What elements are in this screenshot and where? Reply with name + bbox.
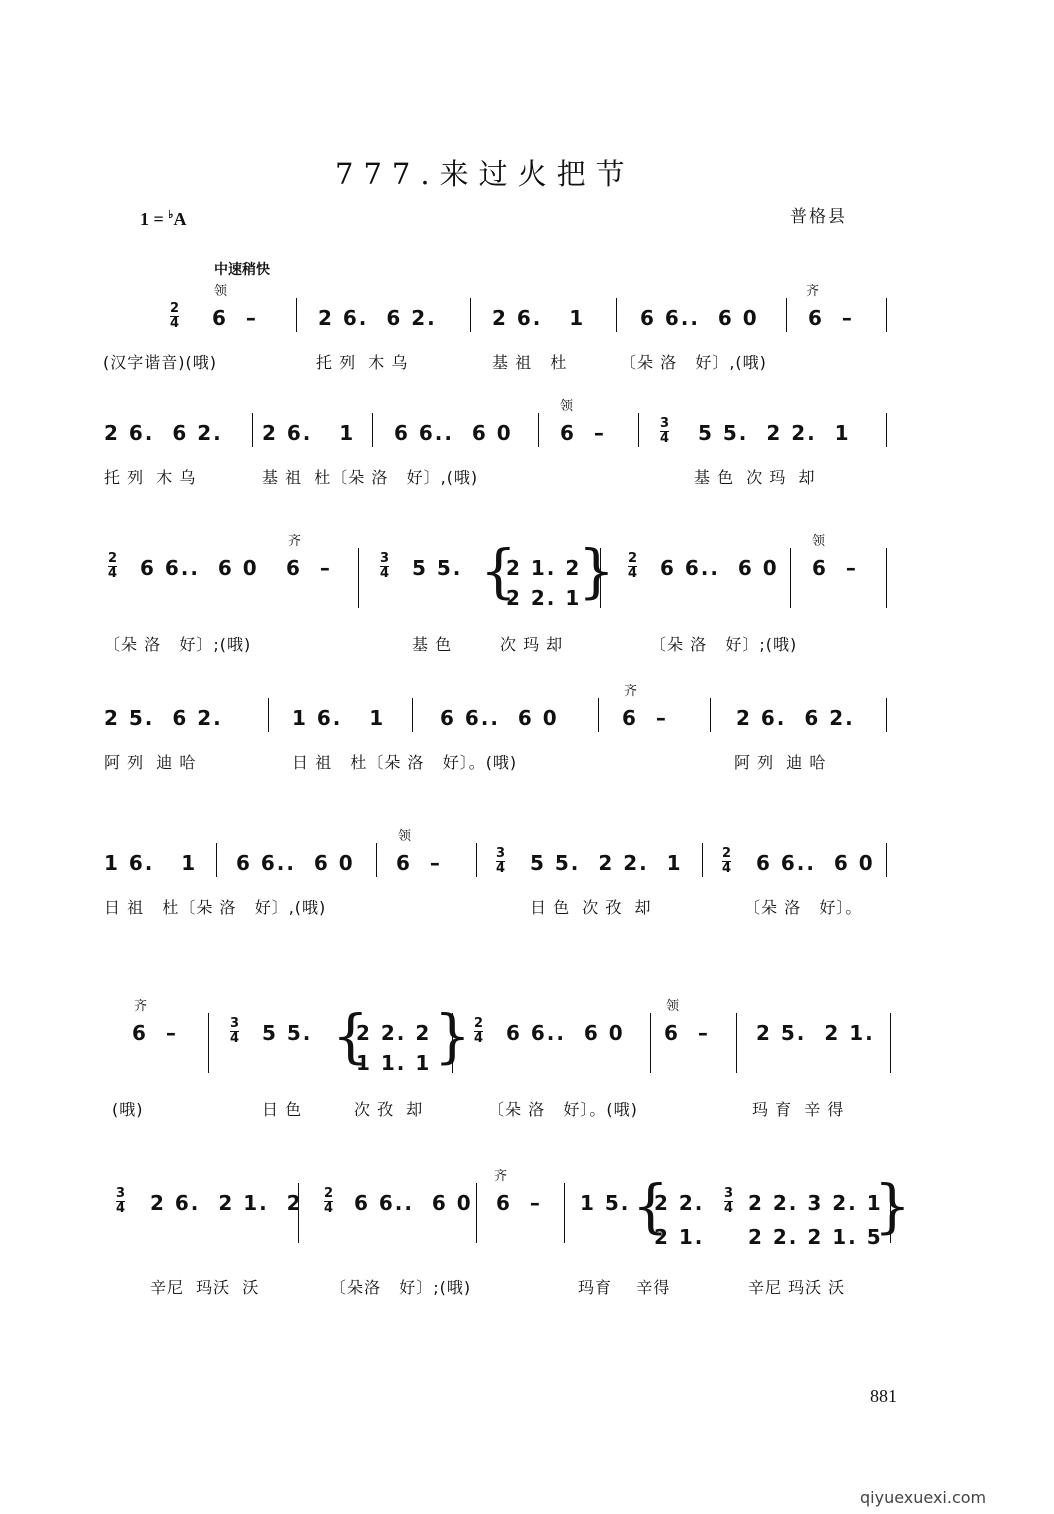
bar-line — [886, 698, 887, 732]
score-system-3 — [0, 520, 1054, 654]
lyrics-line: 基 祖 杜 — [492, 353, 568, 372]
bar-line — [886, 548, 887, 608]
time-signature: 3 4 — [496, 846, 506, 876]
jianpu-notes: 6 6.. 6 0 — [640, 306, 759, 330]
lyrics-line: 次 孜 却 — [354, 1100, 424, 1119]
lyrics-line: (哦) — [112, 1100, 144, 1119]
bar-line — [476, 843, 477, 877]
time-signature: 2 4 — [108, 551, 118, 581]
bar-line — [786, 298, 787, 332]
lyrics-line: 玛 育 辛 得 — [752, 1100, 845, 1119]
jianpu-notes: 6 – — [212, 306, 258, 330]
bar-line — [886, 298, 887, 332]
jianpu-notes: 2 2. 3 2. 1 — [748, 1191, 883, 1215]
score-system-5 — [0, 815, 1054, 925]
time-signature: 2 4 — [170, 301, 180, 331]
lyrics-line: 日 祖 杜〔朵 洛 好〕,(哦) — [104, 898, 327, 917]
jianpu-notes: 5 5. — [262, 1021, 313, 1045]
lyrics-line: 次 玛 却 — [500, 635, 564, 654]
jianpu-notes: 6 – — [396, 851, 442, 875]
lead-singer-mark: 领 — [560, 399, 574, 414]
jianpu-notes: 6 – — [808, 306, 854, 330]
variant-brace-open: { — [632, 1172, 669, 1240]
song-origin: 普格县 — [790, 207, 847, 227]
jianpu-notes: 6 6.. 6 0 — [236, 851, 355, 875]
jianpu-notes: 6 – — [496, 1191, 542, 1215]
lead-singer-mark: 领 — [812, 534, 826, 549]
jianpu-notes: 6 6.. 6 0 — [660, 556, 779, 580]
bar-line — [616, 298, 617, 332]
lyrics-line: 〔朵 洛 好〕;(哦) — [650, 635, 798, 654]
lyrics-line: 托 列 木 乌 — [316, 353, 409, 372]
jianpu-notes: 6 6.. 6 0 — [756, 851, 875, 875]
bar-line — [710, 698, 711, 732]
bar-line — [208, 1013, 209, 1073]
bar-line — [638, 413, 639, 447]
jianpu-notes: 5 5. 2 2. 1 — [698, 421, 851, 445]
bar-line — [376, 843, 377, 877]
jianpu-notes: 2 6. 1 — [262, 421, 356, 445]
song-title: 777.来过火把节 — [335, 157, 635, 191]
jianpu-notes: 2 6. 1 — [492, 306, 586, 330]
jianpu-notes: 2 6. 6 2. — [736, 706, 855, 730]
bar-line — [252, 413, 253, 447]
lyrics-line: 基 祖 杜〔朵 洛 好〕,(哦) — [262, 468, 479, 487]
jianpu-notes: 2 2. — [654, 1191, 705, 1215]
lyrics-line: 〔朵 洛 好〕。(哦) — [488, 1100, 638, 1119]
variant-brace-open: { — [332, 1002, 369, 1070]
jianpu-notes: 2 5. 6 2. — [104, 706, 223, 730]
bar-line — [358, 548, 359, 608]
watermark: qiyuexuexi.com — [860, 1488, 987, 1507]
chorus-mark: 齐 — [624, 684, 638, 699]
jianpu-notes: 2 2. 2 — [356, 1021, 432, 1045]
jianpu-notes-alternate: 2 2. 2 1. 5 — [748, 1225, 883, 1249]
bar-line — [412, 698, 413, 732]
bar-line — [650, 1013, 651, 1073]
time-signature: 2 4 — [324, 1186, 334, 1216]
jianpu-notes: 2 1. 2 — [506, 556, 582, 580]
key-note: A — [173, 209, 187, 229]
bar-line — [790, 548, 791, 608]
lyrics-line: 辛尼 玛沃 沃 — [748, 1278, 846, 1297]
lead-singer-mark: 领 — [398, 829, 412, 844]
score-system-4 — [0, 670, 1054, 780]
bar-line — [890, 1013, 891, 1073]
lyrics-line: 〔朵 洛 好〕。 — [744, 898, 863, 917]
bar-line — [476, 1183, 477, 1243]
time-signature: 2 4 — [722, 846, 732, 876]
bar-line — [268, 698, 269, 732]
page-number: 881 — [870, 1386, 897, 1406]
score-system-1 — [0, 270, 1054, 380]
chorus-mark: 齐 — [494, 1169, 508, 1184]
jianpu-notes-alternate: 2 1. — [654, 1225, 705, 1249]
bar-line — [470, 298, 471, 332]
jianpu-notes: 6 – — [664, 1021, 710, 1045]
score-system-6 — [0, 985, 1054, 1119]
lyrics-line: 日 色 次 孜 却 — [530, 898, 652, 917]
chorus-mark: 齐 — [806, 284, 820, 299]
bar-line — [886, 843, 887, 877]
bar-line — [296, 298, 297, 332]
time-signature: 2 4 — [474, 1016, 484, 1046]
lyrics-line: 辛尼 玛沃 沃 — [150, 1278, 260, 1297]
time-signature: 2 4 — [628, 551, 638, 581]
time-signature: 3 4 — [724, 1186, 734, 1216]
jianpu-notes: 2 6. 2 1. 2 — [150, 1191, 303, 1215]
lyrics-line: 托 列 木 乌 — [104, 468, 197, 487]
tempo-marking: 中速稍快 — [214, 262, 270, 278]
variant-brace-open: { — [480, 537, 517, 605]
score-system-7 — [0, 1155, 1054, 1297]
bar-line — [216, 843, 217, 877]
lead-singer-mark: 领 — [214, 284, 228, 299]
lyrics-line: 基 色 次 玛 却 — [694, 468, 816, 487]
lyrics-line: 日 色 — [262, 1100, 303, 1119]
time-signature: 3 4 — [230, 1016, 240, 1046]
lyrics-line: 玛育 辛得 — [578, 1278, 671, 1297]
lyrics-line: 〔朵 洛 好〕;(哦) — [104, 635, 252, 654]
score-system-2 — [0, 385, 1054, 495]
lead-singer-mark: 领 — [666, 999, 680, 1014]
bar-line — [736, 1013, 737, 1073]
bar-line — [538, 413, 539, 447]
jianpu-notes: 6 – — [286, 556, 332, 580]
key-signature — [140, 208, 186, 230]
jianpu-notes: 6 6.. 6 0 — [354, 1191, 473, 1215]
jianpu-notes: 2 6. 6 2. — [104, 421, 223, 445]
jianpu-notes: 1 6. 1 — [292, 706, 386, 730]
jianpu-notes: 5 5. — [412, 556, 463, 580]
time-signature: 3 4 — [380, 551, 390, 581]
jianpu-notes: 6 6.. 6 0 — [394, 421, 513, 445]
jianpu-notes: 6 – — [622, 706, 668, 730]
variant-brace-close: } — [874, 1172, 911, 1240]
lyrics-line: (汉字谐音)(哦) — [103, 353, 217, 372]
bar-line — [372, 413, 373, 447]
variant-brace-close: } — [578, 537, 615, 605]
jianpu-notes: 6 – — [132, 1021, 178, 1045]
jianpu-notes: 6 – — [812, 556, 858, 580]
jianpu-notes: 6 – — [560, 421, 606, 445]
time-signature: 3 4 — [116, 1186, 126, 1216]
jianpu-notes: 6 6.. 6 0 — [506, 1021, 625, 1045]
jianpu-notes: 1 6. 1 — [104, 851, 198, 875]
jianpu-notes-alternate: 2 2. 1 — [506, 586, 582, 610]
jianpu-notes: 6 6.. 6 0 — [440, 706, 559, 730]
lyrics-line: 阿 列 迪 哈 — [734, 753, 827, 772]
key-prefix: 1 = — [140, 209, 169, 229]
jianpu-notes: 2 5. 2 1. — [756, 1021, 875, 1045]
bar-line — [886, 413, 887, 447]
chorus-mark: 齐 — [134, 999, 148, 1014]
jianpu-notes: 2 6. 6 2. — [318, 306, 437, 330]
variant-brace-close: } — [434, 1002, 471, 1070]
bar-line — [702, 843, 703, 877]
jianpu-notes-alternate: 1 1. 1 — [356, 1051, 432, 1075]
flat-sign: ♭ — [168, 209, 174, 221]
lyrics-line: 〔朵 洛 好〕,(哦) — [620, 353, 767, 372]
jianpu-notes: 6 6.. 6 0 — [140, 556, 259, 580]
lyrics-line: 基 色 — [412, 635, 453, 654]
lyrics-line: 阿 列 迪 哈 — [104, 753, 197, 772]
bar-line — [298, 1183, 299, 1243]
bar-line — [598, 698, 599, 732]
lyrics-line: 日 祖 杜〔朵 洛 好〕。(哦) — [292, 753, 518, 772]
lyrics-line: 〔朵洛 好〕;(哦) — [330, 1278, 472, 1297]
jianpu-notes: 5 5. 2 2. 1 — [530, 851, 683, 875]
jianpu-notes: 1 5. — [580, 1191, 631, 1215]
chorus-mark: 齐 — [288, 534, 302, 549]
bar-line — [564, 1183, 565, 1243]
time-signature: 3 4 — [660, 416, 670, 446]
